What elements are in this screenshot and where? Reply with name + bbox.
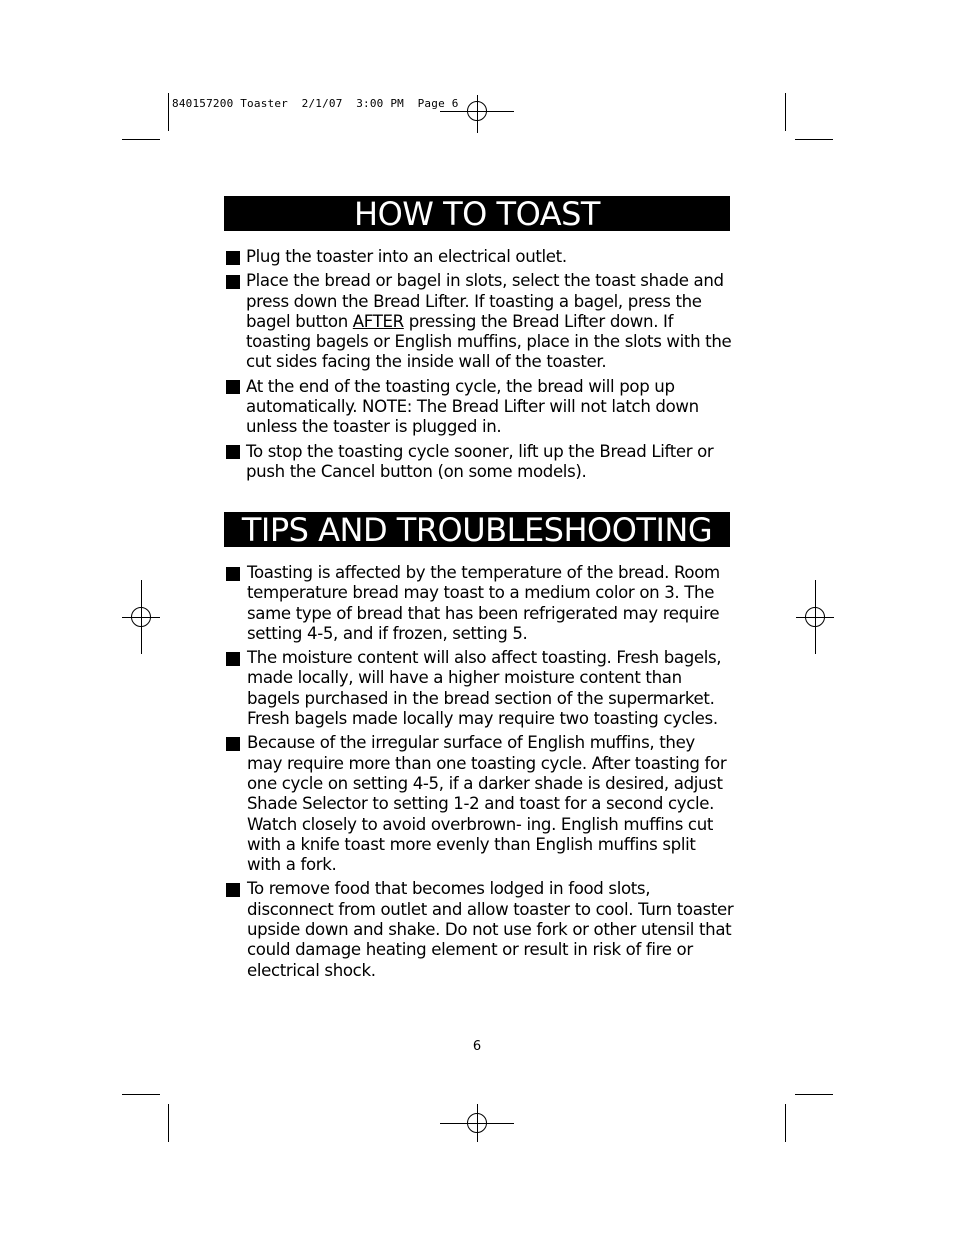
section-title-tips-and-troubleshooting: TIPS AND TROUBLESHOOTING (224, 512, 730, 547)
list-item (224, 648, 734, 729)
square-bullet-icon (226, 883, 240, 897)
square-bullet-icon (226, 445, 240, 459)
tips-list (224, 563, 734, 985)
item-text: pressing the Bread Lifter down. If toasting bagels or English muffins, place in the slots with the cut sides facing the inside wall of the toaster. (246, 311, 732, 372)
square-bullet-icon (226, 737, 240, 751)
section-title-how-to-toast: HOW TO TOAST (224, 196, 730, 231)
crop-mark (785, 93, 786, 131)
square-bullet-icon (226, 251, 240, 265)
square-bullet-icon (226, 275, 240, 289)
list-item (224, 377, 734, 438)
item-text: To remove food that becomes lodged in food slots, disconnect from outlet and allow toaster to cool. Turn toaster upside down and shake. Do not use fork or other utensil that could damage heating element or result in risk of fire or electrical shock. (247, 879, 734, 980)
list-item (224, 271, 734, 372)
item-text: The moisture content will also affect toasting. Fresh bagels, made locally, will have a higher moisture content than bagels purchased in the bread section of the supermarket. Fresh bagels made locally may require two toasting cycles. (247, 648, 722, 729)
list-item (224, 563, 734, 644)
crop-mark (122, 139, 160, 140)
page-number: 6 (472, 1039, 482, 1054)
item-text: Toasting is affected by the temperature of the bread. Room temperature bread may toast to a medium color on 3. The same type of bread that has been refrigerated may require setting 4-5, and if frozen, setting 5. (247, 563, 720, 643)
print-slug: 840157200 Toaster 2/1/07 3:00 PM Page 6 (172, 97, 459, 110)
square-bullet-icon (226, 380, 240, 394)
crop-mark (795, 1094, 833, 1095)
how-to-toast-list (224, 247, 734, 486)
crop-mark (785, 1104, 786, 1142)
crop-mark (168, 93, 169, 131)
item-text: Plug the toaster into an electrical outlet. (246, 247, 567, 266)
item-text: To stop the toasting cycle sooner, lift up the Bread Lifter or push the Cancel button (on some models). (246, 441, 714, 481)
list-item (224, 442, 734, 483)
square-bullet-icon (226, 652, 240, 666)
crop-mark (168, 1104, 169, 1142)
item-text: At the end of the toasting cycle, the bread will pop up automatically. NOTE: The Bread Lifter will not latch down unless the toaster is plugged in. (246, 376, 699, 437)
square-bullet-icon (226, 567, 240, 581)
item-text: Place the bread or bagel in slots, select the toast shade and press down the Bread Lifter. If toasting a bagel, press the bagel button (246, 271, 724, 331)
list-item (224, 733, 734, 875)
list-item (224, 247, 734, 267)
crop-mark (795, 139, 833, 140)
item-text: Because of the irregular surface of English muffins, they may require more than one toasting cycle. After toasting for one cycle on setting 4-5, if a darker shade is desired, adjust Shade Selector to setting 1-2 and toast for a second cycle. Watch closely to avoid overbrown- ing. English muffins cut with a knife toast more evenly than English muffins split with a fork. (247, 733, 727, 875)
emphasis-after: AFTER (352, 311, 404, 331)
list-item (224, 879, 734, 980)
crop-mark (122, 1094, 160, 1095)
